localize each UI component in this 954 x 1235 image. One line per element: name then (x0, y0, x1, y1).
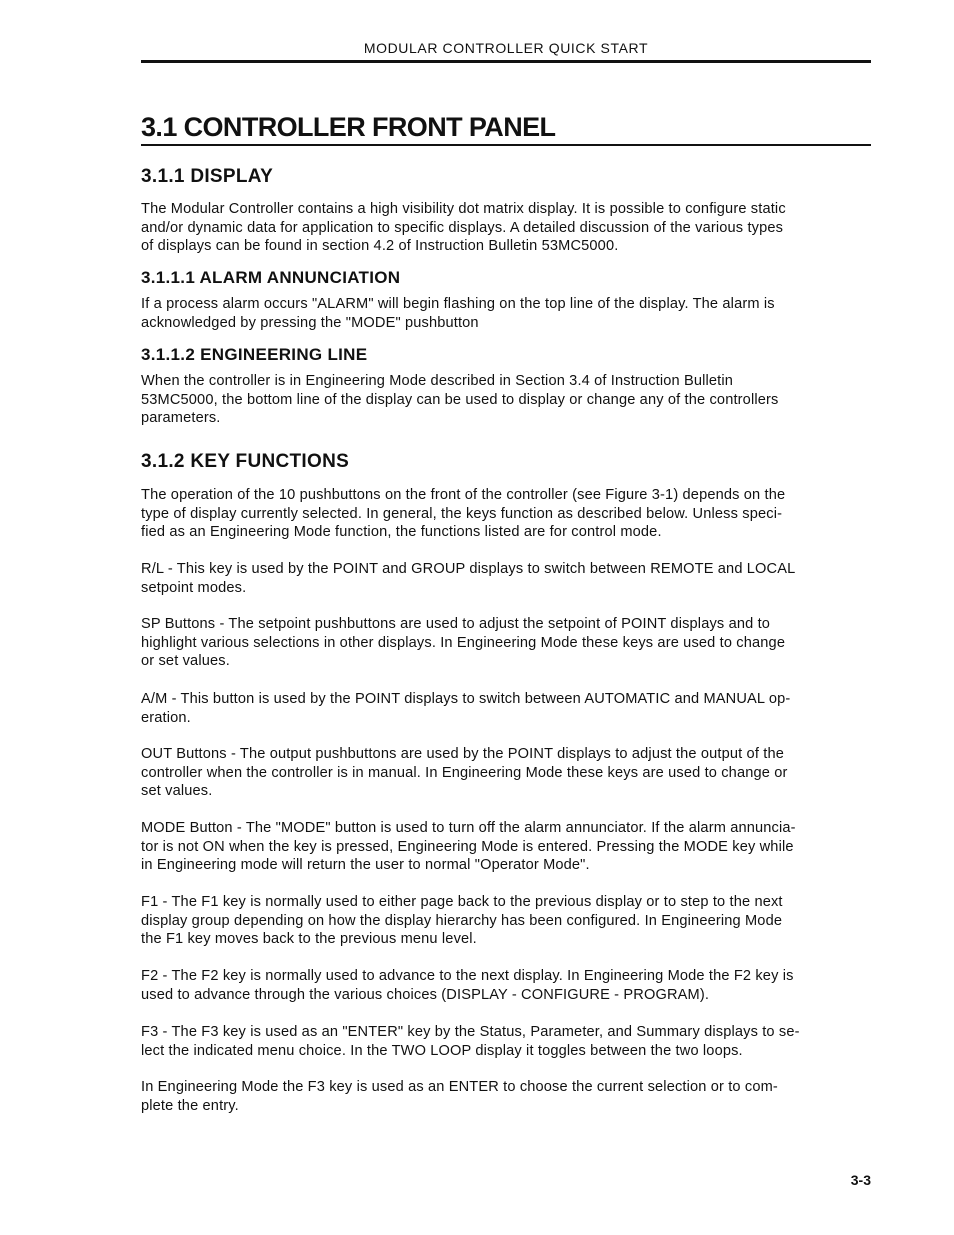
text-line: display group depending on how the display hierarchy has been configured. In Engineering Mode (141, 912, 783, 929)
text-line: The operation of the 10 pushbuttons on the front of the controller (see Figure 3-1) depends on the (141, 487, 786, 503)
text-line: setpoint modes. (141, 579, 247, 596)
text-line: The Modular Controller contains a high visibility dot matrix display. It is possible to configure static (141, 201, 786, 217)
text-line: A/M - This button is used by the POINT displays to switch between AUTOMATIC and MANUAL op- (141, 691, 791, 707)
key-f2-description (141, 967, 876, 1004)
text-line: R/L - This key is used by the POINT and GROUP displays to switch between REMOTE and LOCAL (141, 561, 796, 577)
text-line: In Engineering Mode the F3 key is used as an ENTER to choose the current selection or to com- (141, 1079, 778, 1095)
text-line: acknowledged by pressing the "MODE" pushbutton (141, 314, 479, 331)
text-line: tor is not ON when the key is pressed, Engineering Mode is entered. Pressing the MODE key while (141, 838, 794, 855)
text-line: plete the entry. (141, 1097, 239, 1114)
engineering-line-paragraph (141, 372, 876, 428)
key-f1-description (141, 893, 876, 949)
text-line: eration. (141, 709, 191, 726)
text-line: the F1 key moves back to the previous menu level. (141, 931, 477, 948)
page-title: 3.1 CONTROLLER FRONT PANEL (141, 112, 556, 142)
key-mode-description (141, 819, 876, 875)
title-rule (141, 144, 871, 146)
text-line: fied as an Engineering Mode function, the functions listed are for control mode. (141, 524, 662, 541)
text-line: SP Buttons - The setpoint pushbuttons are used to adjust the setpoint of POINT displays and to (141, 616, 771, 632)
key-am-description (141, 690, 876, 727)
text-line: used to advance through the various choices (DISPLAY - CONFIGURE - PROGRAM). (141, 986, 710, 1003)
text-line: If a process alarm occurs "ALARM" will begin flashing on the top line of the display. The alarm is (141, 296, 775, 312)
key-f3-engineering-description (141, 1078, 876, 1115)
section-heading-key-functions: 3.1.2 KEY FUNCTIONS (141, 451, 350, 472)
section-heading-display: 3.1.1 DISPLAY (141, 166, 274, 187)
header-rule (141, 60, 871, 63)
section-heading-engineering-line: 3.1.1.2 ENGINEERING LINE (141, 345, 368, 364)
key-rl-description (141, 560, 876, 597)
text-line: 53MC5000, the bottom line of the display can be used to display or change any of the controllers (141, 391, 779, 408)
display-paragraph (141, 200, 876, 256)
text-line: highlight various selections in other displays. In Engineering Mode these keys are used to change (141, 634, 786, 651)
text-line: OUT Buttons - The output pushbuttons are used by the POINT displays to adjust the output of the (141, 746, 784, 762)
text-line: or set values. (141, 653, 230, 670)
text-line: and/or dynamic data for application to specific displays. A detailed discussion of the various types (141, 219, 784, 236)
running-header: MODULAR CONTROLLER QUICK START (363, 40, 649, 56)
key-out-description (141, 745, 876, 801)
text-line: lect the indicated menu choice. In the TWO LOOP display it toggles between the two loops. (141, 1042, 743, 1059)
key-sp-description (141, 615, 876, 671)
text-line: When the controller is in Engineering Mode described in Section 3.4 of Instruction Bulletin (141, 373, 734, 389)
text-line: controller when the controller is in manual. In Engineering Mode these keys are used to change or (141, 764, 788, 781)
section-heading-alarm-annunciation: 3.1.1.1 ALARM ANNUNCIATION (141, 268, 401, 287)
text-line: F2 - The F2 key is normally used to advance to the next display. In Engineering Mode the F2 key is (141, 968, 794, 984)
text-line: in Engineering mode will return the user to normal "Operator Mode". (141, 857, 590, 874)
text-line: F1 - The F1 key is normally used to either page back to the previous display or to step to the next (141, 894, 783, 910)
key-functions-intro (141, 486, 876, 542)
text-line: parameters. (141, 410, 221, 427)
text-line: MODE Button - The "MODE" button is used to turn off the alarm annunciator. If the alarm annuncia- (141, 820, 796, 836)
key-f3-description (141, 1023, 876, 1060)
text-line: set values. (141, 783, 213, 800)
text-line: F3 - The F3 key is used as an "ENTER" key by the Status, Parameter, and Summary displays to se- (141, 1024, 800, 1040)
text-line: of displays can be found in section 4.2 of Instruction Bulletin 53MC5000. (141, 238, 619, 255)
alarm-paragraph (141, 295, 876, 332)
text-line: type of display currently selected. In general, the keys function as described below. Unless speci- (141, 505, 783, 522)
page-number: 3-3 (850, 1172, 871, 1188)
